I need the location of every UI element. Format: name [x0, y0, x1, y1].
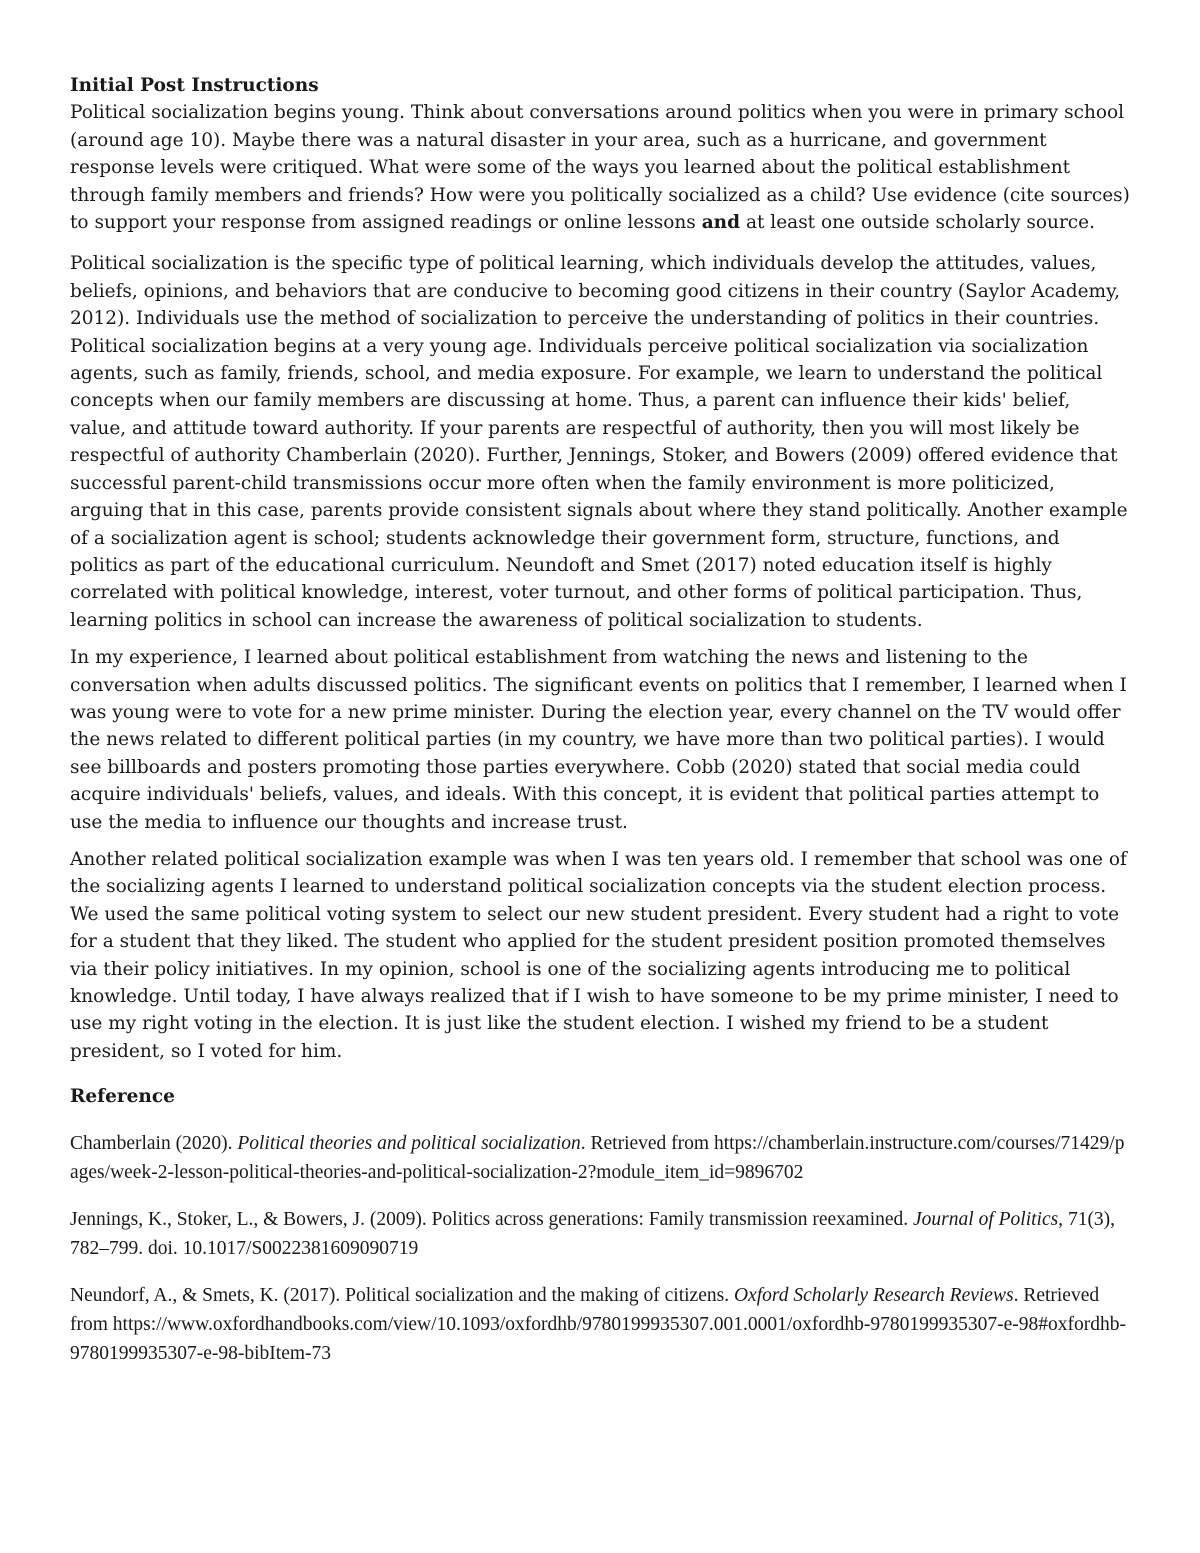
reference-lead: Jennings, K., Stoker, L., & Bowers, J. (2009). Politics across generations: Family transmission reexamined. — [70, 1208, 914, 1230]
reference-tail: 71(3), 782–799. doi. 10.1017/S0022381609090719 — [70, 1208, 1116, 1259]
body-paragraph-1: Political socialization is the specific type of political learning, which individuals develop the attitudes, values, beliefs, opinions, and behaviors that are conducive to becoming good citizens in their country (Saylor Academy, 2012). Individuals use the method of socialization to perceive the understanding of politics in their countries. Political socialization begins at a very young age. Individuals perceive political socialization via socialization agents, such as family, friends, school, and media exposure. For example, we learn to understand the political concepts when our family members are discussing at home. Thus, a parent can influence their kids' belief, value, and attitude toward authority. If your parents are respectful of authority, then you will most likely be respectful of authority Chamberlain (2020). Further, Jennings, Stoker, and Bowers (2009) offered evidence that successful parent-child transmissions occur more often when the family environment is more politicized, arguing that in this case, parents provide consistent signals about where they stand politically. Another example of a socialization agent is school; students acknowledge their government form, structure, functions, and politics as part of the educational curriculum. Neundoft and Smet (2017) noted education itself is highly correlated with political knowledge, interest, voter turnout, and other forms of political participation. Thus, learning politics in school can increase the awareness of political socialization to students. — [70, 253, 1128, 631]
reference-item-neundorf — [70, 1281, 1132, 1368]
reference-url: https://chamberlain.instructure.com/courses/71429/pages/week-2-lesson-political-theories-and-political-socialization-2?module_item_id=9896702 — [70, 1132, 1125, 1183]
body-paragraph-3: Another related political socialization example was when I was ten years old. I remember that school was one of the socializing agents I learned to understand political socialization concepts via the student election process. We used the same political voting system to select our new student president. Every student had a right to vote for a student that they liked. The student who applied for the student president position promoted themselves via their policy initiatives. In my opinion, school is one of the socializing agents introducing me to political knowledge. Until today, I have always realized that if I wish to have someone to be my prime minister, I need to use my right voting in the election. It is just like the student election. I wished my friend to be a student president, so I voted for him. — [70, 848, 1127, 1062]
document-page — [70, 72, 1132, 1386]
instructions-paragraph — [70, 72, 1132, 236]
reference-tail: . Retrieved from — [580, 1132, 714, 1154]
instructions-bold-word: and — [701, 212, 741, 234]
instructions-text-end: at least one outside scholarly source. — [745, 212, 1095, 234]
instructions-text: Political socialization begins young. Think about conversations around politics when you were in primary school (around age 10). Maybe there was a natural disaster in your area, such as a hurricane, and government response levels were critiqued. What were some of the ways you learned about the political establishment through family members and friends? How were you politically socialized as a child? Use evidence (cite sources) to support your response from assigned readings or online lessons — [70, 102, 1130, 234]
reference-item-chamberlain — [70, 1129, 1132, 1187]
reference-tail: . Retrieved from — [70, 1284, 1100, 1335]
body-paragraph-2: In my experience, I learned about political establishment from watching the news and listening to the conversation when adults discussed politics. The significant events on politics that I remember, I learned when I was young were to vote for a new prime minister. During the election year, every channel on the TV would offer the news related to different political parties (in my country, we have more than two political parties). I would see billboards and posters promoting those parties everywhere. Cobb (2020) stated that social media could acquire individuals' beliefs, values, and ideals. With this concept, it is evident that political parties attempt to use the media to influence our thoughts and increase trust. — [70, 647, 1127, 833]
reference-lead: Neundorf, A., & Smets, K. (2017). Political socialization and the making of citizens. — [70, 1284, 734, 1306]
reference-title: Political theories and political socialization — [237, 1132, 581, 1154]
reference-lead: Chamberlain (2020). — [70, 1132, 238, 1154]
instructions-title: Initial Post Instructions — [70, 75, 319, 96]
reference-journal: Journal of Politics, — [913, 1208, 1064, 1230]
reference-heading: Reference — [70, 1086, 175, 1108]
reference-url: https://www.oxfordhandbooks.com/view/10.1093/oxfordhb/9780199935307.001.0001/oxfordhb-9780199935307-e-98#oxfordhb-9780199935307-e-98-bibItem-73 — [70, 1313, 1126, 1364]
reference-journal: Oxford Scholarly Research Reviews — [733, 1284, 1014, 1306]
reference-item-jennings — [70, 1205, 1132, 1263]
